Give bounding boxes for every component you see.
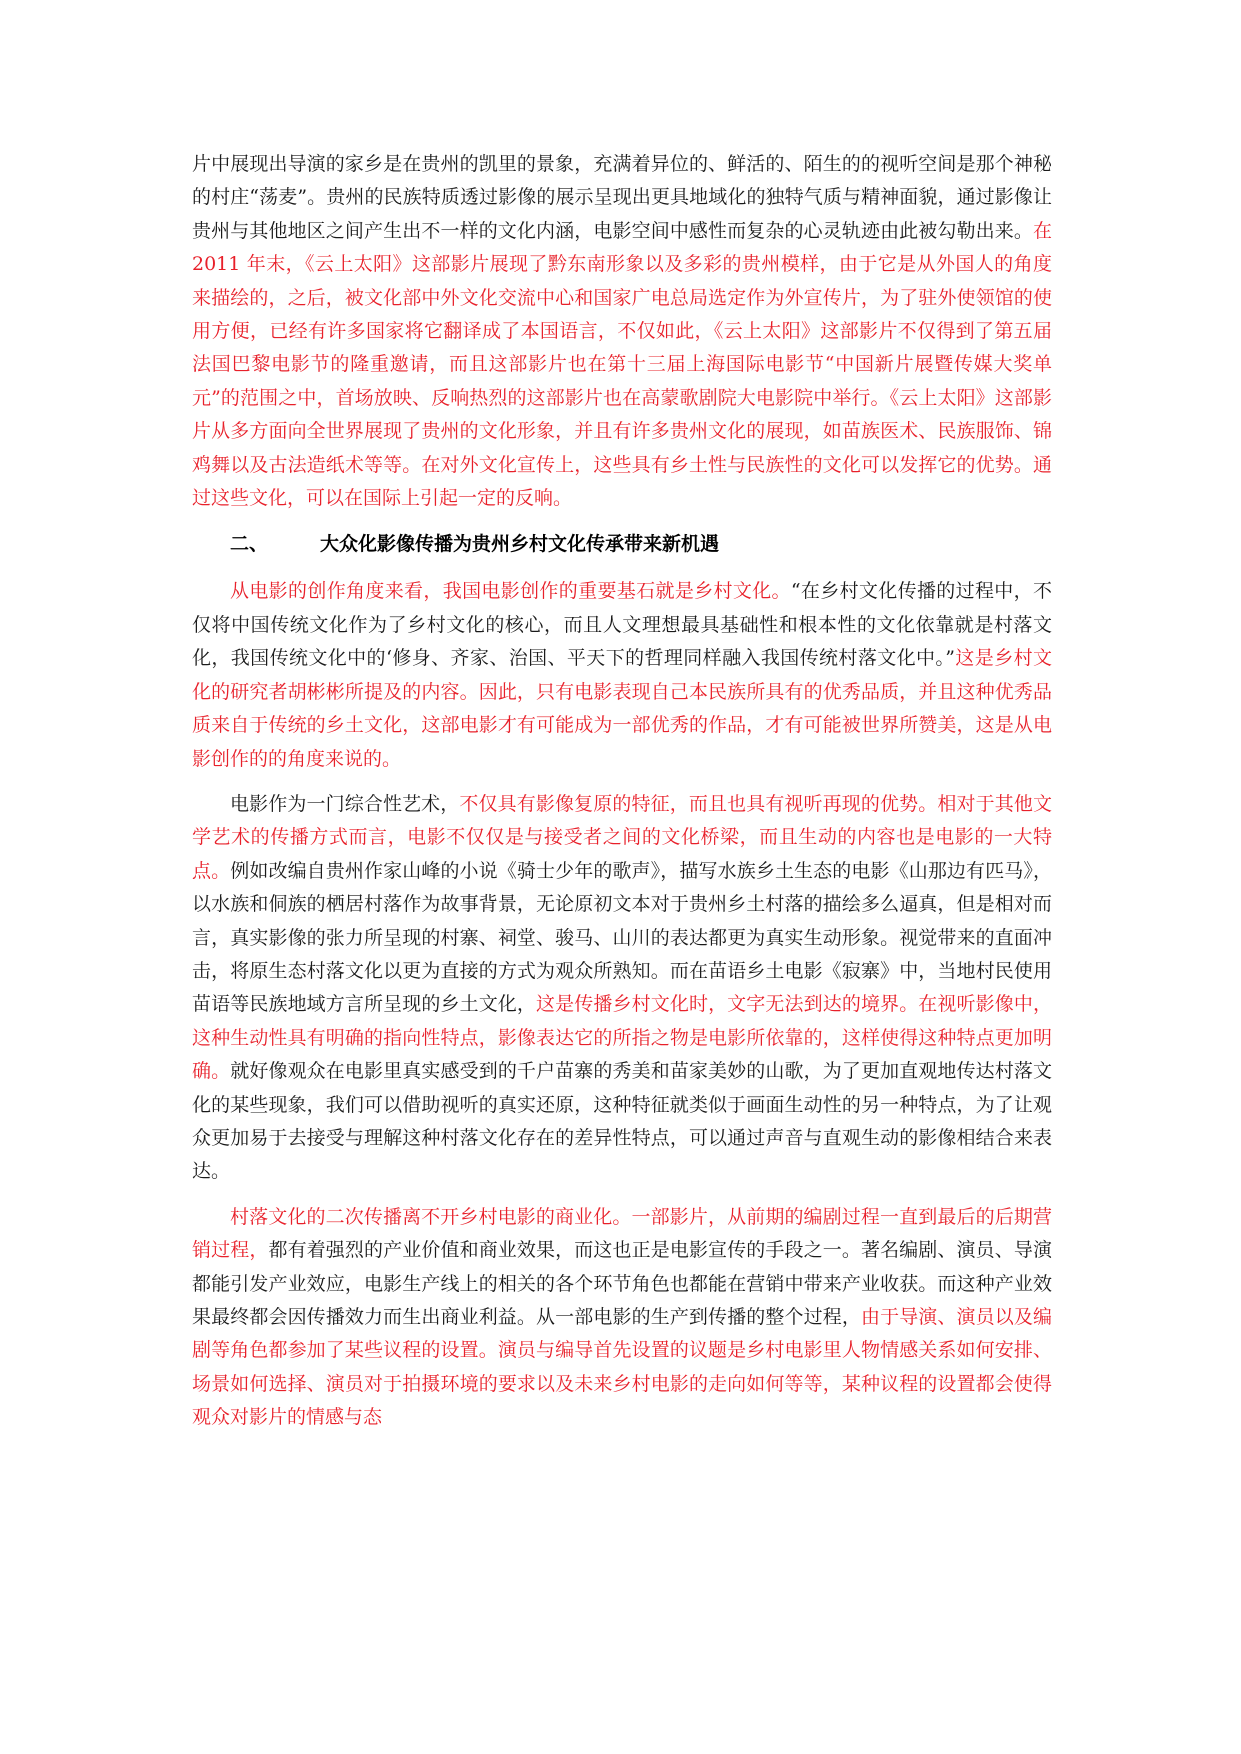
- text-run: 电影作为一门综合性艺术，: [230, 792, 460, 815]
- paragraph-1: [192, 148, 1052, 515]
- section-number: 二、: [230, 533, 269, 556]
- highlighted-text-run: 不仅具有影像复原的特征，而且也具有视听再现的优势。相对于其他文学艺术的传播方式而言，电影不仅仅是与接受者之间的文化桥梁，而且生动的内容也是电影的一大特点。: [192, 792, 1052, 882]
- highlighted-text-run: 村落文化的二次传播离不开乡村电影的商业化。一部影片，从前期的编剧过程一直到最后的后期营销过程，: [192, 1205, 1052, 1262]
- text-run: 例如改编自贵州作家山峰的小说《骑士少年的歌声》，描写水族乡土生态的电影《山那边有匹马》，以水族和侗族的栖居村落作为故事背景，无论原初文本对于贵州乡土村落的描绘多么逼真，但是相对而言，真实影像的张力所呈现的村寨、祠堂、骏马、山川的表达都更为真实生动形象。视觉带来的直面冲击，将原生态村落文化以更为直接的方式为观众所熟知。而在苗语乡土电影《寂寨》中，当地村民使用苗语等民族地域方言所呈现的乡土文化，: [192, 859, 1052, 1016]
- highlighted-text-run: 这是传播乡村文化时，文字无法到达的境界。在视听影像中，这种生动性具有明确的指向性特点，影像表达它的所指之物是电影所依靠的，这样使得这种特点更加明确。: [192, 993, 1052, 1083]
- text-run: 片中展现出导演的家乡是在贵州的凯里的景象，充满着异位的、鲜活的、陌生的的视听空间是那个神秘的村庄“荡麦”。贵州的民族特质透过影像的展示呈现出更具地域化的独特气质与精神面貌，通过影像让贵州与其他地区之间产生出不一样的文化内涵，电影空间中感性而复杂的心灵轨迹由此被勾勒出来。: [192, 153, 1052, 242]
- quoted-text-run: “在乡村文化传播的过程中，不仅将中国传统文化作为了乡村文化的核心，而且人文理想最具基础性和根本性的文化依靠就是村落文化，我国传统文化中的‘修身、齐家、治国、平天下的哲理同样融入我国传统村落文化中。”: [192, 580, 1052, 670]
- section-heading: [192, 527, 1052, 561]
- highlighted-text-run: 在 2011 年末，《云上太阳》这部影片展现了黔东南形象以及多彩的贵州模样，由于它是从外国人的角度来描绘的，之后，被文化部中外文化交流中心和国家广电总局选定作为外宣传片，为了驻外使领馆的使用方便，已经有许多国家将它翻译成了本国语言，不仅如此，《云上太阳》这部影片不仅得到了第五届法国巴黎电影节的隆重邀请，而且这部影片也在第十三届上海国际电影节“中国新片展暨传媒大奖单元”的范围之中，首场放映、反响热烈的这部影片也在高蒙歌剧院大电影院中举行。《云上太阳》这部影片从多方面向全世界展现了贵州的文化形象，并且有许多贵州文化的展现，如苗族医术、民族服饰、锦鸡舞以及古法造纸术等等。在对外文化宣传上，这些具有乡土性与民族性的文化可以发挥它的优势。通过这些文化，可以在国际上引起一定的反响。: [192, 219, 1052, 510]
- paragraph-2: [192, 575, 1052, 775]
- highlighted-text-run: 从电影的创作角度来看，我国电影创作的重要基石就是乡村文化。: [230, 580, 791, 603]
- highlighted-text-run: 这是乡村文化的研究者胡彬彬所提及的内容。因此，只有电影表现自己本民族所具有的优秀品质，并且这种优秀品质来自于传统的乡土文化，这部电影才有可能成为一部优秀的作品，才有可能被世界所赞美，这是从电影创作的的角度来说的。: [192, 647, 1052, 770]
- text-run: 就好像观众在电影里真实感受到的千户苗寨的秀美和苗家美妙的山歌，为了更加直观地传达村落文化的某些现象，我们可以借助视听的真实还原，这种特征就类似于画面生动性的另一种特点，为了让观众更加易于去接受与理解这种村落文化存在的差异性特点，可以通过声音与直观生动的影像相结合来表达。: [192, 1060, 1052, 1183]
- highlighted-text-run: 由于导演、演员以及编剧等角色都参加了某些议程的设置。演员与编导首先设置的议题是乡村电影里人物情感关系如何安排、场景如何选择、演员对于拍摄环境的要求以及未来乡村电影的走向如何等等，某种议程的设置都会使得观众对影片的情感与态: [192, 1306, 1052, 1429]
- paragraph-3: [192, 788, 1052, 1189]
- paragraph-4: [192, 1201, 1052, 1435]
- text-run: 都有着强烈的产业价值和商业效果，而这也正是电影宣传的手段之一。著名编剧、演员、导演都能引发产业效应，电影生产线上的相关的各个环节角色也都能在营销中带来产业收获。而这种产业效果最终都会因传播效力而生出商业利益。从一部电影的生产到传播的整个过程，: [192, 1239, 1052, 1328]
- document-body: [192, 148, 1052, 1447]
- section-title: 大众化影像传播为贵州乡村文化传承带来新机遇: [320, 533, 720, 556]
